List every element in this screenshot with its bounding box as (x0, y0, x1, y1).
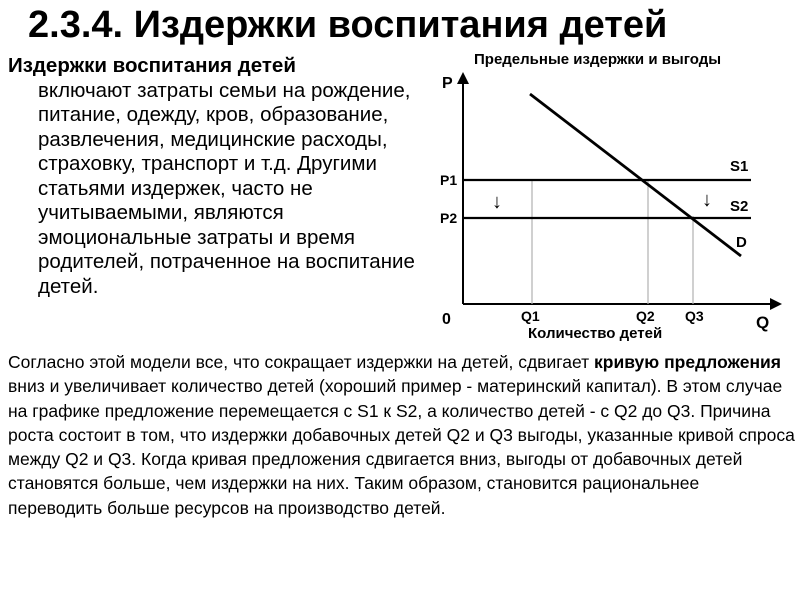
x-axis-symbol: Q (756, 313, 770, 332)
x-axis-label: Количество детей (528, 325, 663, 342)
shift-arrow-right: ↓ (702, 189, 712, 211)
tick-label-q1: Q1 (521, 308, 540, 324)
y-axis-label: P (442, 75, 453, 92)
x-axis-arrow (770, 298, 782, 310)
definition-paragraph (8, 54, 428, 299)
marginal-costs-benefits-chart (436, 46, 798, 346)
shift-arrow-left: ↓ (492, 191, 502, 213)
tick-label-p1: P1 (440, 172, 458, 188)
origin-label: 0 (442, 311, 451, 328)
chart-figure (436, 46, 798, 346)
series-line-d (530, 94, 741, 256)
series-label-d: D (736, 234, 747, 251)
definition-term: Издержки воспитания детей (8, 54, 296, 77)
explanation-part-2: вниз и увеличивает количество детей (хороший пример - материнский капитал). В этом случае на графике предложение перемещается с S1 к S2, а количество детей - с Q2 до Q3. Причина роста состоит в том, что издержки добавочных детей Q2 и Q3 выгоды, указанные кривой спроса между Q2 и Q3. Когда кривая предложения сдвигается вниз, выгоды от добавочных детей становятся больше, чем издержки на них. Таким образом, становится рациональнее переводить больше ресурсов на производство детей. (8, 376, 795, 518)
explanation-emphasis: кривую предложения (594, 352, 781, 372)
series-label-s1: S1 (730, 158, 749, 175)
series-label-s2: S2 (730, 198, 749, 215)
slide-title: 2.3.4. Издержки воспитания детей (28, 4, 668, 46)
chart-title: Предельные издержки и выгоды (474, 51, 722, 68)
y-axis-arrow (457, 72, 469, 84)
explanation-part-1: Согласно этой модели все, что сокращает издержки на детей, сдвигает (8, 352, 590, 372)
tick-label-p2: P2 (440, 210, 458, 226)
explanation-paragraph (8, 350, 796, 520)
definition-body: включают затраты семьи на рождение, питание, одежду, кров, образование, развлечения, медицинские расходы, страховку, транспорт и т.д. Другими статьями издержек, часто не учитываемыми, являются эмоциональные затраты и время родителей, потраченное на воспитание детей. (38, 78, 415, 298)
tick-label-q2: Q2 (636, 308, 655, 324)
tick-label-q3: Q3 (685, 308, 704, 324)
